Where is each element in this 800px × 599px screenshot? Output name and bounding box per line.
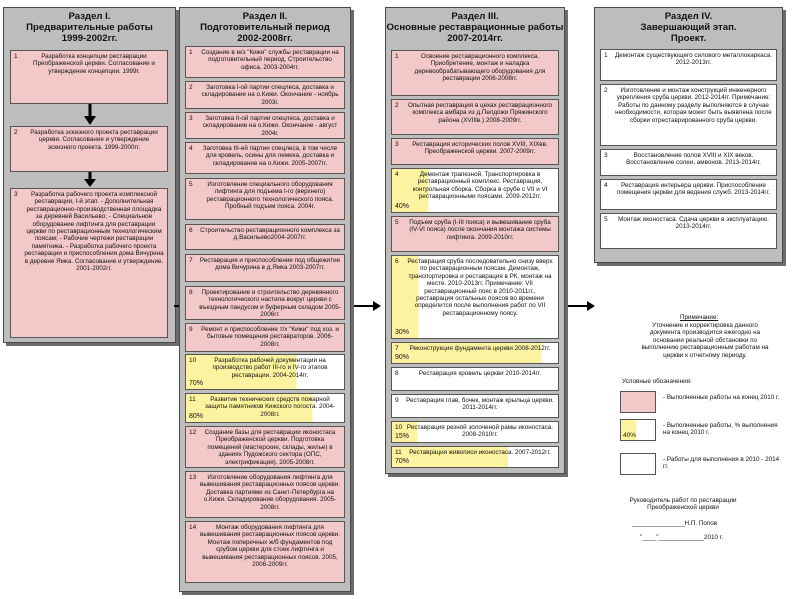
- progress-label: 70%: [395, 457, 410, 465]
- s1-card-3: [10, 188, 168, 338]
- card-number: 11: [189, 396, 196, 403]
- card-text: Реставрация живописи иконостаса. 2007-2012гг.: [409, 449, 551, 456]
- legend-partial-swatch: [620, 419, 656, 441]
- s3-card-11: [391, 446, 559, 468]
- s2-card-4: [185, 142, 345, 174]
- progress-label: 70%: [189, 379, 204, 387]
- section-2-title: Раздел II.: [242, 11, 288, 22]
- card-text: Заготовка I-ой партии спецлеса, доставка и складирование на о.Кижи. Окончание - ноябрь 2003г.: [201, 84, 339, 106]
- down-arrow-1: [83, 104, 97, 126]
- card-text: Реставрация сруба последовательно снизу вверх по реставрационным поясам. Демонтаж, транспортировка и реставрация в РК, монтаж на месте. 2010-2013гг. Примечание: VII реставрационный пояс в 2010-2011гг., реставрация остальных поясов во времени определится после выполнения работ по VII реставрационному поясу.: [407, 258, 553, 317]
- legend-done-swatch: [620, 391, 656, 413]
- s4-card-1: [600, 49, 777, 81]
- card-text: Изготовление специального оборудования лифтинга для подъема I-го (верхнего) реставрационного технологического пояса. Пробный подъем пояса. 2004г.: [206, 181, 334, 211]
- card-text: Реставрация кровель церкви 2010-2014гг.: [418, 370, 542, 377]
- s2-card-14: [185, 521, 345, 583]
- card-number: 5: [395, 219, 399, 226]
- card-number: 7: [395, 345, 399, 352]
- s1-card-2: [10, 126, 168, 172]
- s4-card-5: [600, 213, 777, 249]
- progress-label: 30%: [395, 328, 410, 336]
- s2-card-1: [185, 46, 345, 78]
- card-text: Монтаж иконостаса. Сдача церкви в эксплуатацию. 2013-2014гг.: [618, 216, 769, 231]
- card-text: Опытная реставрация в цехах реставрационного комплекса амбара из д.Пелдожи Пряжинского района (XVIIIв.) 2008-2009гг.: [408, 102, 552, 124]
- s2-card-8: [185, 286, 345, 320]
- card-text: Реставрация резной золоченой рамы иконостаса. 2008-2010гг.: [406, 424, 554, 439]
- card-number: 6: [395, 258, 399, 265]
- card-text: Строительство реставрационного комплекса за д.Васильево2004-2007гг.: [200, 227, 340, 242]
- section-1-title: Раздел I.: [68, 11, 111, 22]
- card-number: 4: [395, 171, 399, 178]
- s4-card-2: [600, 84, 777, 146]
- s3-card-6: [391, 255, 559, 339]
- progress-label: 40%: [395, 202, 410, 210]
- s3-card-7: [391, 342, 559, 364]
- progress-label: 80%: [189, 412, 204, 420]
- card-text: Демонтаж существующего силового металлокаркаса. 2012-2013гг.: [614, 52, 773, 67]
- card-number: 9: [395, 397, 399, 404]
- card-text: Реставрация и приспособление под общежитие дома Вичурина в д.Ямка 2003-2007гг.: [199, 257, 341, 272]
- card-number: 2: [189, 84, 193, 91]
- section-1-subtitle: Предварительные работы: [26, 22, 153, 33]
- s2-card-12: [185, 426, 345, 468]
- card-number: 9: [189, 326, 193, 333]
- s3-card-8: [391, 367, 559, 391]
- card-number: 7: [189, 257, 193, 264]
- card-number: 13: [189, 474, 197, 481]
- card-text: Реставрация глав, бочек, монтаж крыльца церкви. 2011-2014гг.: [406, 397, 554, 412]
- s3-card-9: [391, 394, 559, 418]
- s3-card-5: [391, 216, 559, 252]
- signature-date: "____"_____________2010 г.: [640, 534, 724, 541]
- card-text: Монтаж оборудования лифтинга для вывешивания реставрационных поясов церкви. Монтаж поперечных ж/б фундаментов под срубом церкви для стоек лифтинга и вывешивания реставрационных поясов. 2005, 2006-2009гг.: [199, 524, 340, 569]
- card-number: 2: [14, 129, 18, 136]
- card-text: Создание базы для реставрации иконостаса Преображенской церкви. Подготовка помещений (мастерские, склады, жилье) в зданиях Пудожского сектора (ОПС, электрификация). 2005-2008гг.: [204, 429, 336, 466]
- s3-card-10: [391, 421, 559, 443]
- card-text: Восстановление полов XVIII и XIX веков. Восстановление солеи, амвонов. 2013-2014гг.: [626, 152, 761, 167]
- card-number: 14: [189, 524, 197, 531]
- s3-card-1: [391, 50, 559, 96]
- card-text: Освоение реставрационного комплекса. Приобретение, монтаж и наладка деревообрабатывающего оборудования для реставрации 2006-2008гг.: [414, 53, 546, 83]
- card-number: 1: [189, 49, 193, 56]
- card-number: 2: [604, 87, 608, 94]
- card-number: 1: [604, 52, 608, 59]
- card-text: Проектирование и строительство деревянного технологического настила вокруг церкви с въездным пандусом и буферным складом 2005-2006гг.: [199, 289, 341, 319]
- s2-card-7: [185, 254, 345, 282]
- legend-title: Условные обозначения:: [622, 378, 692, 385]
- section-2-years: 2002-2008гг.: [237, 33, 293, 44]
- legend-planned-text: - Работы для выполнения в 2010 - 2014 гг.: [663, 456, 780, 471]
- s1-card-1: [10, 50, 168, 104]
- signature-name: _______________Н.П. Попов: [632, 520, 718, 527]
- legend-partial-text: - Выполненные работы, % выполнения на конец 2010 г.: [663, 422, 778, 437]
- card-number: 3: [14, 191, 18, 198]
- card-number: 4: [604, 182, 608, 189]
- s4-card-3: [600, 149, 777, 176]
- card-text: Подъем сруба (I-III пояса) и вывешивание сруба (IV-VI пояса) после окончания монтажа системы лифтинга. 2009-2010гг.: [409, 219, 551, 241]
- section-4-years: Проект.: [670, 33, 707, 44]
- legend-partial-pct: 40%: [623, 432, 637, 439]
- section-3-subtitle: Основные реставрационные работы: [386, 22, 564, 33]
- card-number: 10: [189, 357, 197, 364]
- s2-card-10: [185, 354, 345, 390]
- section-3-years: 2007-2014гг.: [447, 33, 503, 44]
- progress-label: 90%: [395, 353, 410, 361]
- card-text: Разработка рабочего проекта комплексной реставрации, I-й этап. - Дополнительная реставрационно-производственная площадка за деревней Васильево; - Специальное оборудование лифтинга для реставрации церкви по реставрационным технологическим поясам; - Рабочие чертежи реставрации памятника. - Разработка рабочего проекта реставрации и приспособления дома Вичурина в деревне Ямка. Согласование и утверждение. 2001-2002гг.: [24, 191, 164, 273]
- card-number: 5: [604, 216, 608, 223]
- card-number: 3: [604, 152, 608, 159]
- section-2-column: [179, 7, 351, 592]
- card-text: Реставрация интерьера церкви. Приспособление помещения церкви для ведения служб. 2013-2014гг.: [616, 182, 770, 197]
- card-number: 3: [395, 141, 399, 148]
- legend-planned-swatch: [620, 453, 656, 475]
- s2-card-6: [185, 224, 345, 250]
- card-number: 1: [395, 53, 399, 60]
- note-text: Уточнение и корректировка данного документа производится ежегодно на основании реальной обстановки по выполнению реставрационным работам на церкви к отчетному периоду.: [641, 322, 769, 359]
- card-text: Реконструкция фундамента церкви 2008-2012гг.: [409, 345, 551, 352]
- s3-card-4: [391, 168, 559, 213]
- note-title: Примечание:: [680, 314, 719, 321]
- section-3-column: [385, 7, 565, 474]
- card-number: 3: [189, 115, 193, 122]
- card-number: 12: [189, 429, 197, 436]
- right-arrow-3-4: [566, 300, 596, 312]
- s3-card-3: [391, 138, 559, 165]
- section-4-subtitle: Завершающий этап.: [640, 22, 737, 33]
- card-text: Заготовка III-ей партии спецлеса, в том числе для кровель, осины для лемеха, доставка и складирование на о.Кижи. 2005-2007гг.: [202, 145, 338, 167]
- card-text: Развитие технических средств пожарной защиты памятников Кижского погоста. 2004-2008гг.: [204, 396, 336, 418]
- card-number: 10: [395, 424, 403, 431]
- s2-card-11: [185, 393, 345, 423]
- card-number: 8: [189, 289, 193, 296]
- card-number: 2: [395, 102, 399, 109]
- card-text: Разработка эскизного проекта реставрации церкви. Согласование и утверждение эскизного проекта. 1999-2000гг.: [30, 129, 158, 151]
- card-text: Изготовление и монтаж конструкций инженерного укрепления сруба церкви. 2012-2014гг. Примечание: Работы по данному разделу выполняются в случае необходимости, которая может быть выявлена после сборки отреставрированного сруба церкви.: [615, 87, 772, 124]
- card-number: 8: [395, 370, 399, 377]
- card-number: 1: [14, 53, 18, 60]
- section-1-column: [3, 7, 176, 343]
- card-number: 5: [189, 181, 193, 188]
- s2-card-13: [185, 471, 345, 518]
- down-arrow-2: [83, 172, 97, 188]
- section-4-title: Раздел IV.: [664, 11, 713, 22]
- card-text: Разработка рабочей документации на производство работ III-го и IV-го этапов реставрации. 2004-2014гг.: [212, 357, 328, 379]
- legend-done-text: - Выполненные работы на конец 2010 г.: [663, 394, 780, 401]
- card-number: 4: [189, 145, 193, 152]
- card-text: Демонтаж трапезной. Транспортировка в реставрационный комплекс. Реставрация, контрольная сборка. Сборка в срубе с VII и VI реставрационными поясами. 2009-2012гг.: [412, 171, 548, 201]
- s4-card-4: [600, 179, 777, 210]
- card-number: 6: [189, 227, 193, 234]
- s2-card-2: [185, 81, 345, 109]
- signature-title: Руководитель работ по реставрации Преображенской церкви: [629, 497, 737, 512]
- card-text: Ремонт и приспособление т/х "Кижи" под хоз. и бытовые помещения реставраторов. 2006-2008гг.: [201, 326, 339, 348]
- card-number: 11: [395, 449, 402, 456]
- section-2-subtitle: Подготовительный период: [200, 22, 330, 33]
- section-3-title: Раздел III.: [451, 11, 499, 22]
- right-arrow-2-3: [352, 300, 382, 312]
- card-text: Изготовление оборудования лифтинга для вывешивания реставрационных поясов церкви. Доставка партиями из Санкт-Петербурга на о.Кижи. Складирование оборудования. 2005-2008гг.: [199, 474, 340, 511]
- s2-card-3: [185, 112, 345, 139]
- card-text: Создание в м/з "Кижи" службы реставрации на подготовительный период. Строительство офиса. 2003-2004гг.: [201, 49, 339, 71]
- s2-card-9: [185, 323, 345, 352]
- s3-card-2: [391, 99, 559, 135]
- s2-card-5: [185, 178, 345, 220]
- progress-label: 15%: [395, 432, 410, 440]
- card-text: Реставрация исторических полов XVIII, XIXвв. Преображенской церкви. 2007-2009гг.: [412, 141, 548, 156]
- section-4-column: [594, 7, 783, 263]
- section-1-years: 1999-2002гг.: [61, 33, 118, 44]
- card-text: Разработка концепции реставрации Преображенской церкви. Согласование и утверждение концепции. 1999г.: [33, 53, 155, 75]
- card-text: Заготовка II-ой партии спецлеса, доставка и складирование на о.Кижи. Окончание - август 2004г.: [202, 115, 338, 137]
